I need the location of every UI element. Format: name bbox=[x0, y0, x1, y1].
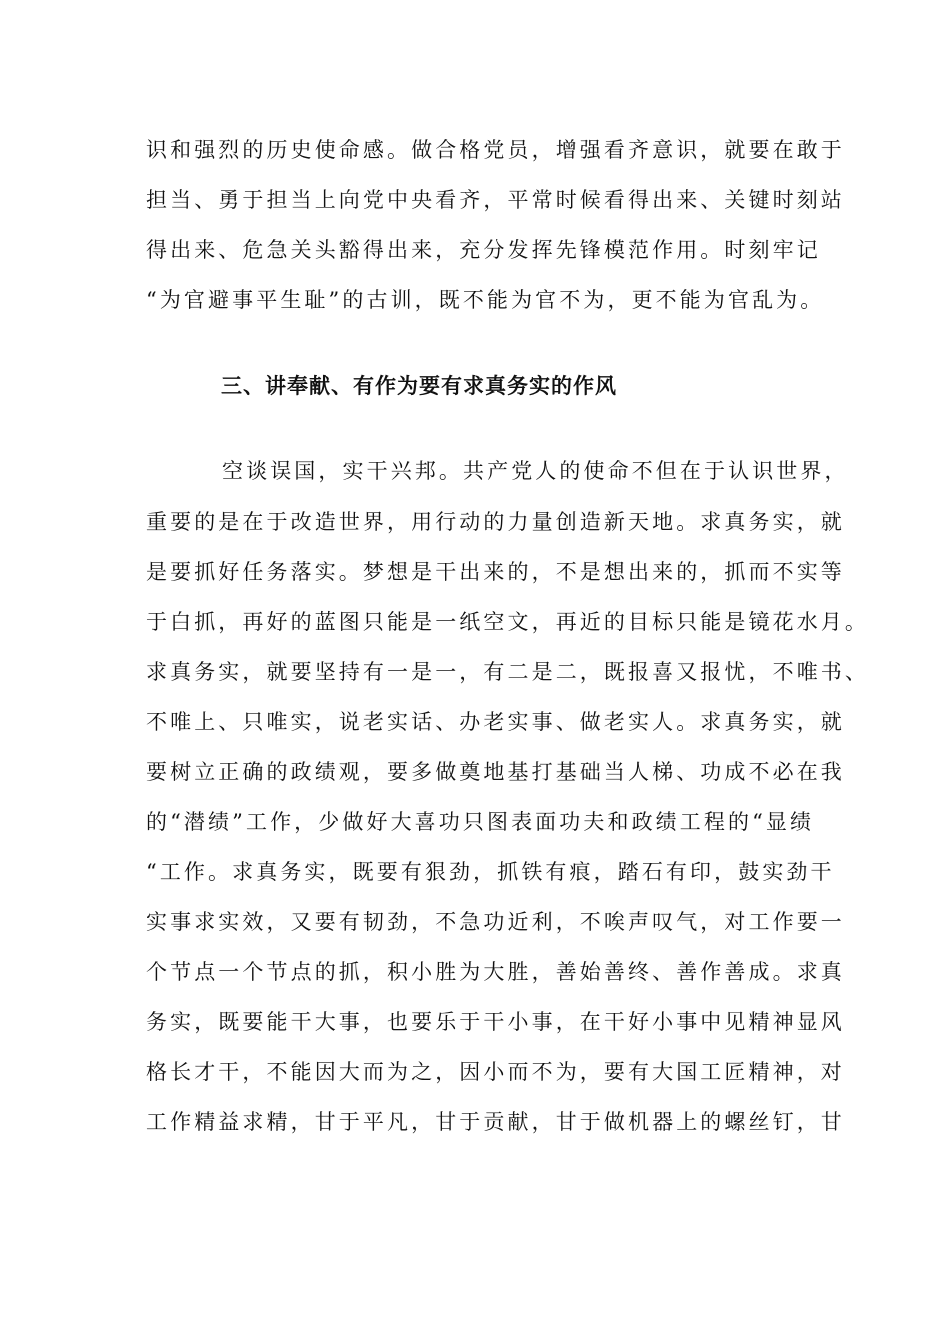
paragraph-line: 要树立正确的政绩观，要多做奠地基打基础当人梯、功成不必在我 bbox=[146, 760, 845, 784]
section-heading: 三、讲奉献、有作为要有求真务实的作风 bbox=[221, 373, 617, 398]
paragraph-line: 不唯上、只唯实，说老实话、办老实事、做老实人。求真务实，就 bbox=[146, 710, 845, 734]
paragraph-line: 工作精益求精，甘于平凡，甘于贡献，甘于做机器上的螺丝钉，甘 bbox=[146, 1110, 845, 1134]
paragraph-line: 个节点一个节点的抓，积小胜为大胜，善始善终、善作善成。求真 bbox=[146, 960, 845, 984]
paragraph-line: “为官避事平生耻”的古训，既不能为官不为，更不能为官乱为。 bbox=[146, 288, 825, 312]
paragraph-line: 担当、勇于担当上向党中央看齐，平常时候看得出来、关键时刻站 bbox=[146, 188, 845, 212]
paragraph-line: “工作。求真务实，既要有狠劲，抓铁有痕，踏石有印，鼓实劲干 bbox=[146, 860, 835, 884]
paragraph-line: 实事求实效，又要有韧劲，不急功近利，不唉声叹气，对工作要一 bbox=[146, 910, 845, 934]
paragraph-line: 识和强烈的历史使命感。做合格党员，增强看齐意识，就要在敢于 bbox=[146, 138, 845, 162]
paragraph-line: 求真务实，就要坚持有一是一，有二是二，既报喜又报忧，不唯书、 bbox=[146, 660, 869, 684]
paragraph-line: 的“潜绩”工作，少做好大喜功只图表面功夫和政绩工程的“显绩 bbox=[146, 810, 815, 834]
paragraph-line: 务实，既要能干大事，也要乐于干小事，在干好小事中见精神显风 bbox=[146, 1010, 845, 1034]
paragraph-line: 重要的是在于改造世界，用行动的力量创造新天地。求真务实，就 bbox=[146, 510, 845, 534]
paragraph-line: 是要抓好任务落实。梦想是干出来的，不是想出来的，抓而不实等 bbox=[146, 560, 845, 584]
paragraph-first-line: 空谈误国，实干兴邦。共产党人的使命不但在于认识世界， bbox=[222, 459, 849, 483]
paragraph-line: 于白抓，再好的蓝图只能是一纸空文，再近的目标只能是镜花水月。 bbox=[146, 610, 869, 634]
paragraph-line: 格长才干，不能因大而为之，因小而不为，要有大国工匠精神，对 bbox=[146, 1060, 845, 1084]
paragraph-line: 得出来、危急关头豁得出来，充分发挥先锋模范作用。时刻牢记 bbox=[146, 238, 821, 262]
